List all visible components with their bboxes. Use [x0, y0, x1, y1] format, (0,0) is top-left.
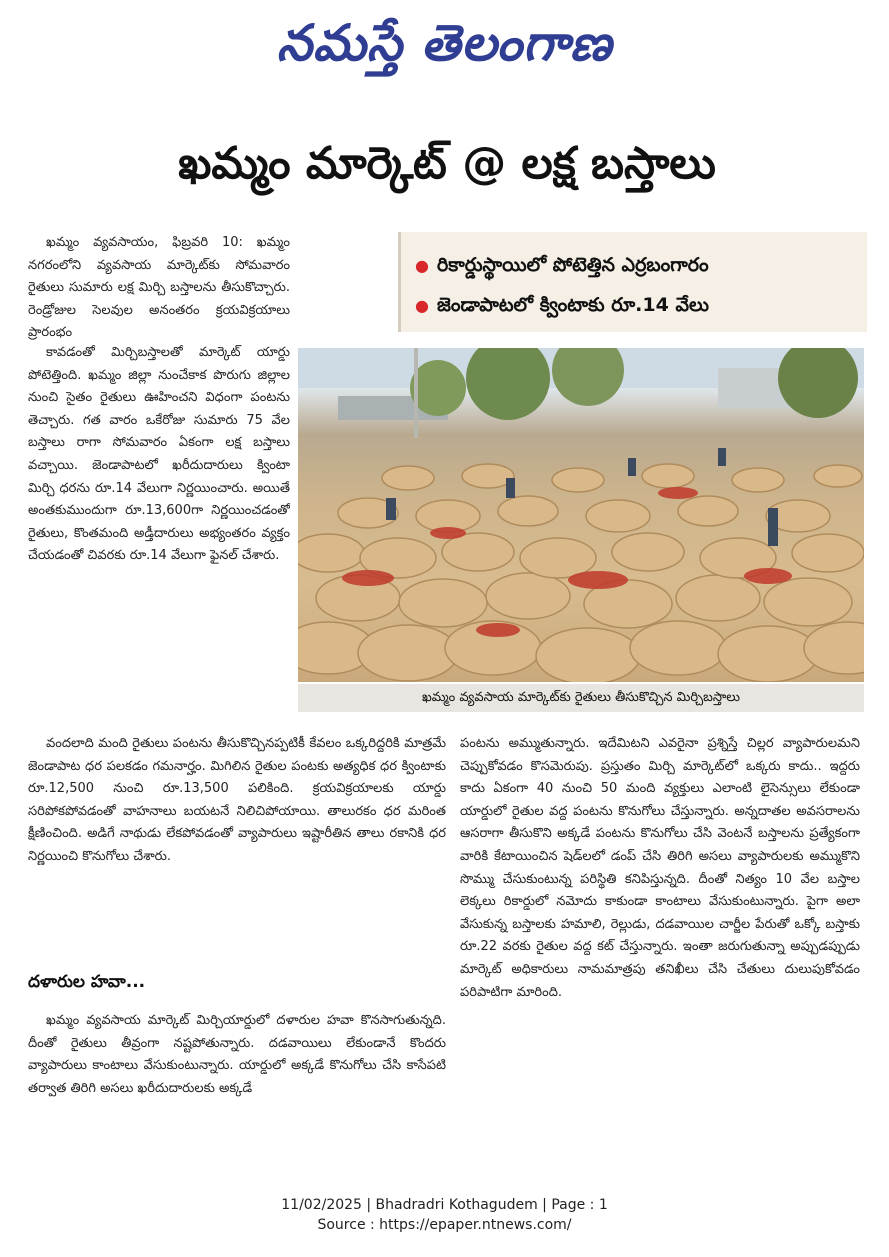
- highlight-item: ● రికార్డుస్థాయిలో పోటెత్తిన ఎర్రబంగారం: [415, 254, 709, 276]
- article-paragraph: కావడంతో మిర్చిబస్తాలతో మార్కెట్ యార్డు పోటెత్తింది. ఖమ్మం జిల్లా నుంచేకాక పొరుగు జిల్లాల నుంచి సైతం రైతులు ఊహించని విధంగా పంటను తెచ్చారు. గత వారం ఒకేరోజు సుమారు 75 వేల బస్తాలు రాగా సోమవారం ఏకంగా లక్ష బస్తాలు వచ్చాయి. జెండాపాటలో ఖరీదుదారులు క్వింటా మిర్చి ధరను రూ.14 వేలుగా నిర్ణయించారు. అయితే అంతకుముందుగా రూ.13,600గా నిర్ణయించడంతో రైతులు, కొంతమంది అడ్తీదారులు అభ్యంతరం వ్యక్తం చేయడంతో చివరకు రూ.14 వేలుగా ఫైనల్ చేశారు.: [28, 345, 290, 564]
- newspaper-masthead: నమస్తే తెలంగాణ: [276, 13, 613, 72]
- article-subheading: దళారుల హవా...: [28, 972, 146, 992]
- highlights-box: [398, 232, 867, 332]
- footer-source: Source : https://epaper.ntnews.com/: [317, 1217, 572, 1233]
- footer-edition-info: 11/02/2025 | Bhadradri Kothagudem | Page : 1: [281, 1197, 608, 1213]
- highlight-item: ● జెండాపాటలో క్వింటాకు రూ.14 వేలు: [415, 294, 710, 316]
- photo-caption: ఖమ్మం వ్యవసాయ మార్కెట్‌కు రైతులు తీసుకొచ్చిన మిర్చిబస్తాలు: [298, 684, 864, 712]
- article-paragraph: వందలాది మంది రైతులు పంటను తీసుకొచ్చినప్పటికీ కేవలం ఒక్కరిద్దరికి మాత్రమే జెండాపాట ధర పలకడం గమనార్హం. మిగిలిన రైతుల పంటకు అత్యధిక ధర క్వింటాకు రూ.12,500 నుంచి రూ.13,500 పలికింది. క్రయవిక్రయాలకు యార్డు సరిపోకపోవడంతో వాహనాలు బయటనే నిలిచిపోయాయి. తాలురకం ధర మరింత క్షీణించింది. అడిగే నాథుడు లేకపోవడంతో వ్యాపారులు ఇష్టారీతిన తాలు రకానికి ధర నిర్ణయించి కొనుగోలు చేశారు.: [28, 736, 446, 864]
- bullet-icon: ●: [415, 296, 429, 315]
- article-paragraph: ఖమ్మం వ్యవసాయ మార్కెట్ మిర్చియార్డులో దళారుల హవా కొనసాగుతున్నది. దీంతో రైతులు తీవ్రంగా నష్టపోతున్నారు. దడవాయిలు లేకుండానే కొందరు వ్యాపారులు కాంటాలు వేసుకుంటున్నారు. యార్డులో అక్కడే కొనుగోలు చేసి కాసేపటి తర్వాత తిరిగి అసలు ఖరీదుదారులకు అక్కడే: [28, 1013, 446, 1096]
- article-column-right: [460, 733, 860, 1143]
- market-photo: [298, 348, 864, 682]
- article-paragraph: పంటను అమ్ముతున్నారు. ఇదేమిటని ఎవరైనా ప్రశ్నిస్తే చిల్లర వ్యాపారులమని చెప్పుకోవడం కొసమెరుపు. ప్రస్తుతం మిర్చి మార్కెట్‌లో ఒక్కరు కాదు.. ఇద్దరు కాదు ఏకంగా 40 నుంచి 50 మంది వ్యక్తులు ఎలాంటి లైసెన్సులు లేకుండా యార్డులో రైతుల వద్ద పంటను కొనుగోలు చేస్తున్నారు. అన్నదాతల అవసరాలను ఆసరాగా తీసుకొని అక్కడే పంటను కొనుగోలు చేసి వెంటనే బస్తాలను ప్రత్యేకంగా వారికి కేటాయించిన షెడ్‌లలో డంప్ చేసి తిరిగి అసలు వ్యాపారులకు అమ్ముకొని సొమ్ము చేసుకుంటున్న పరిస్థితి కనిపిస్తున్నది. దీంతో నిత్యం 10 వేల బస్తాల లెక్కలు రికార్డులో నమోదు కాకుండా కాంటాలు వేసుకుంటున్నారు. పైగా అలా వేసుకున్న బస్తాలకు హమాలి, రెల్లుడు, దడవాయిల చార్జీల పేరుతో ఒక్కో బస్తాకు రూ.22 వరకు రైతుల వద్ద కట్ చేస్తున్నారు. ఇంతా జరుగుతున్నా అప్పుడప్పుడు మార్కెట్ అధికారులు నామమాత్రపు తనిఖీలు చేసి చేతులు దులుపుకోవడం పరిపాటిగా మారింది.: [460, 736, 860, 1000]
- article-headline: ఖమ్మం మార్కెట్ @ లక్ష బస్తాలు: [178, 138, 716, 189]
- article-column-left-top: [28, 232, 290, 342]
- bullet-icon: ●: [415, 256, 429, 275]
- article-column-left-mid: [28, 342, 290, 732]
- article-column-left-bottom: [28, 1010, 446, 1140]
- chilli-bags-illustration: [298, 348, 864, 682]
- article-column-left-full: [28, 733, 446, 955]
- article-paragraph: ఖమ్మం వ్యవసాయం, ఫిబ్రవరి 10: ఖమ్మం నగరంలోని వ్యవసాయ మార్కెట్‌కు సోమవారం రైతులు సుమారు లక్ష మిర్చి బస్తాలను తీసుకొచ్చారు. రెండ్రోజుల సెలవుల అనంతరం క్రయవిక్రయాలు ప్రారంభం: [28, 235, 290, 341]
